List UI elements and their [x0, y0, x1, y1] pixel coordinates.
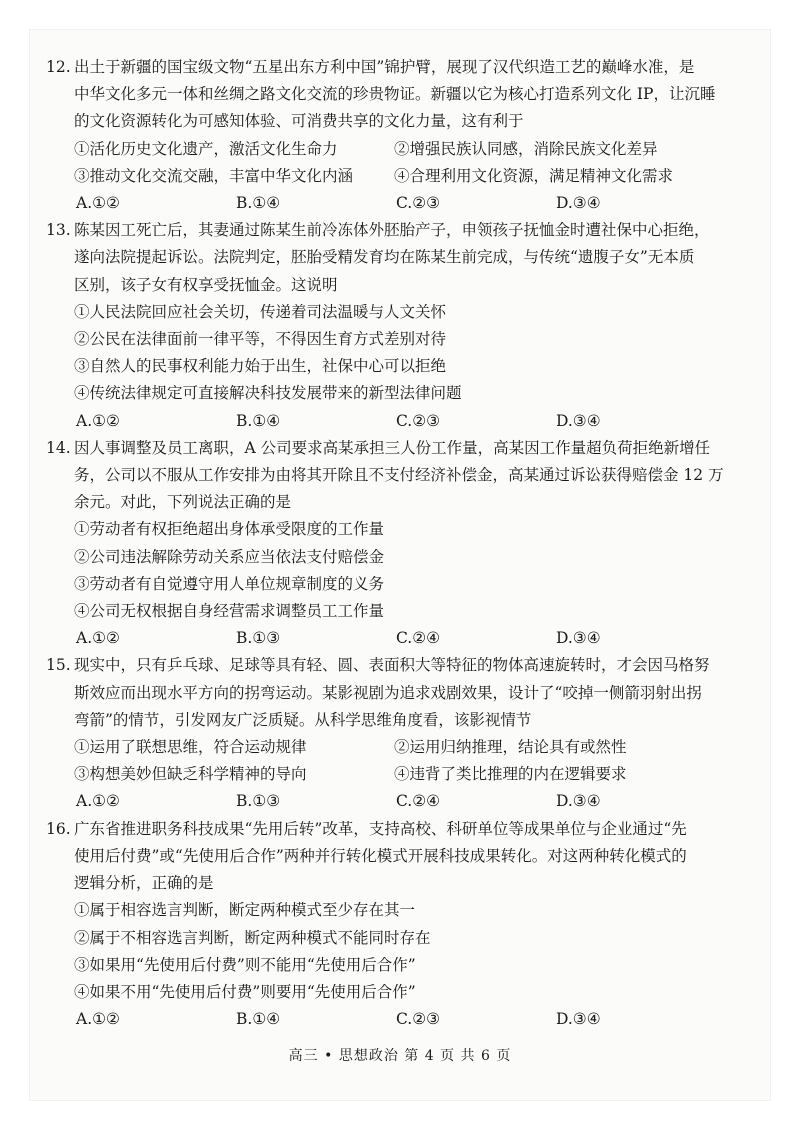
- question-stem-line: 15. 现实中，只有乒乓球、足球等具有轻、圆、表面积大等特征的物体高速旋转时，才会因马格努: [46, 652, 726, 679]
- statement-list: [46, 734, 726, 788]
- statement: ③自然人的民事权利能力始于出生，社保中心可以拒绝: [74, 357, 447, 376]
- statement: ②公司违法解除劳动关系应当依法支付赔偿金: [74, 547, 385, 566]
- choice-d: D.③④: [556, 629, 601, 648]
- statement-row: [74, 163, 726, 190]
- statement: ②公民在法律面前一律平等，不得因生育方式差别对待: [74, 330, 447, 349]
- page-footer: 高三 • 思想政治 第 4 页 共 6 页: [288, 1048, 512, 1064]
- statement-row: [74, 136, 726, 163]
- choice-b: B.①④: [236, 194, 281, 213]
- question-number: 13.: [46, 221, 71, 240]
- statement-list: [46, 136, 726, 190]
- statement-list: [46, 516, 726, 625]
- answer-choices: [46, 190, 726, 217]
- question-stem-line: 逻辑分析，正确的是: [74, 874, 214, 893]
- question-stem-line: 的文化资源转化为可感知体验、可消费共享的文化力量，这有利于: [74, 112, 524, 131]
- statement: ①劳动者有权拒绝超出身体承受限度的工作量: [74, 520, 385, 539]
- statement: ②运用归纳推理，结论具有或然性: [394, 738, 627, 757]
- choice-b: B.①③: [236, 792, 281, 811]
- question-14: [46, 435, 726, 653]
- choice-d: D.③④: [556, 792, 601, 811]
- question-stem-line: 12. 出土于新疆的国宝级文物“五星出东方利中国”锦护臂，展现了汉代织造工艺的巅峰水准，是: [46, 54, 726, 81]
- statement-row: [74, 734, 726, 761]
- choice-a: A.①②: [76, 629, 120, 648]
- statement: ③如果用“先使用后付费”则不能用“先使用后合作”: [74, 955, 416, 974]
- question-number: 15.: [46, 656, 71, 675]
- statement: ①活化历史文化遗产，激活文化生命力: [74, 139, 338, 158]
- choice-a: A.①②: [76, 1010, 120, 1029]
- answer-choices: [46, 1006, 726, 1033]
- choice-b: B.①④: [236, 1010, 281, 1029]
- question-stem-line: 遂向法院提起诉讼。法院判定，胚胎受精发育均在陈某生前完成，与传统“遗腹子女”无本质: [74, 248, 695, 267]
- statement: ①属于相容选言判断，断定两种模式至少存在其一: [74, 901, 416, 920]
- choice-d: D.③④: [556, 194, 601, 213]
- choice-c: C.②④: [396, 792, 441, 811]
- choice-d: D.③④: [556, 411, 601, 430]
- statement-list: [46, 897, 726, 1006]
- question-stem-line: 务，公司以不服从工作安排为由将其开除且不支付经济补偿金，高某通过诉讼获得赔偿金 12 万: [74, 466, 724, 485]
- statement: ①运用了联想思维，符合运动规律: [74, 738, 307, 757]
- choice-a: A.①②: [76, 194, 120, 213]
- statement-list: [46, 299, 726, 408]
- question-stem-line: 16. 广东省推进职务科技成果“先用后转”改革，支持高校、科研单位等成果单位与企业通过“先: [46, 816, 726, 843]
- question-stem-line: 13. 陈某因工死亡后，其妻通过陈某生前冷冻体外胚胎产子，申领孩子抚恤金时遭社保中心拒绝，: [46, 217, 726, 244]
- question-stem-line: 中华文化多元一体和丝绸之路文化交流的珍贵物证。新疆以它为核心打造系列文化 IP，让沉睡: [74, 85, 716, 104]
- choice-c: C.②④: [396, 629, 441, 648]
- statement: ②增强民族认同感，消除民族文化差异: [394, 139, 658, 158]
- choice-b: B.①③: [236, 629, 281, 648]
- question-number: 14.: [46, 438, 71, 457]
- question-12: [46, 54, 726, 217]
- statement: ①人民法院回应社会关切，传递着司法温暖与人文关怀: [74, 302, 447, 321]
- choice-d: D.③④: [556, 1010, 601, 1029]
- statement: ④公司无权根据自身经营需求调整员工工作量: [74, 602, 385, 621]
- statement: ④传统法律规定可直接解决科技发展带来的新型法律问题: [74, 384, 462, 403]
- statement: ③推动文化交流交融，丰富中华文化内涵: [74, 166, 354, 185]
- question-stem-line: 弯箭”的情节，引发网友广泛质疑。从科学思维角度看，该影视情节: [74, 710, 532, 729]
- question-number: 16.: [46, 819, 71, 838]
- choice-a: A.①②: [76, 411, 120, 430]
- choice-c: C.②③: [396, 411, 441, 430]
- choice-b: B.①④: [236, 411, 281, 430]
- choice-c: C.②③: [396, 194, 441, 213]
- choice-a: A.①②: [76, 792, 120, 811]
- question-stem-line: 余元。对此，下列说法正确的是: [74, 493, 292, 512]
- choice-c: C.②③: [396, 1010, 441, 1029]
- question-15: [46, 652, 726, 815]
- question-16: [46, 816, 726, 1034]
- answer-choices: [46, 788, 726, 815]
- question-stem-line: 使用后付费”或“先使用后合作”两种并行转化模式开展科技成果转化。对这两种转化模式的: [74, 846, 687, 865]
- question-stem-line: 斯效应而出现水平方向的拐弯运动。某影视剧为追求戏剧效果，设计了“咬掉一侧箭羽射出拐: [74, 683, 702, 702]
- answer-choices: [46, 625, 726, 652]
- statement: ②属于不相容选言判断，断定两种模式不能同时存在: [74, 928, 431, 947]
- statement: ④合理利用文化资源，满足精神文化需求: [394, 166, 674, 185]
- question-13: [46, 217, 726, 435]
- statement: ③构想美妙但缺乏科学精神的导向: [74, 765, 307, 784]
- statement: ④如果不用“先使用后付费”则要用“先使用后合作”: [74, 982, 416, 1001]
- questions-container: [46, 54, 726, 1033]
- statement-row: [74, 761, 726, 788]
- question-stem-line: 14. 因人事调整及员工离职，A 公司要求高某承担三人份工作量，高某因工作量超负荷拒绝新增任: [46, 435, 726, 462]
- question-stem-line: 区别，该子女有权享受抚恤金。这说明: [74, 275, 338, 294]
- answer-choices: [46, 408, 726, 435]
- statement: ④违背了类比推理的内在逻辑要求: [394, 765, 627, 784]
- statement: ③劳动者有自觉遵守用人单位规章制度的义务: [74, 574, 385, 593]
- question-number: 12.: [46, 58, 71, 76]
